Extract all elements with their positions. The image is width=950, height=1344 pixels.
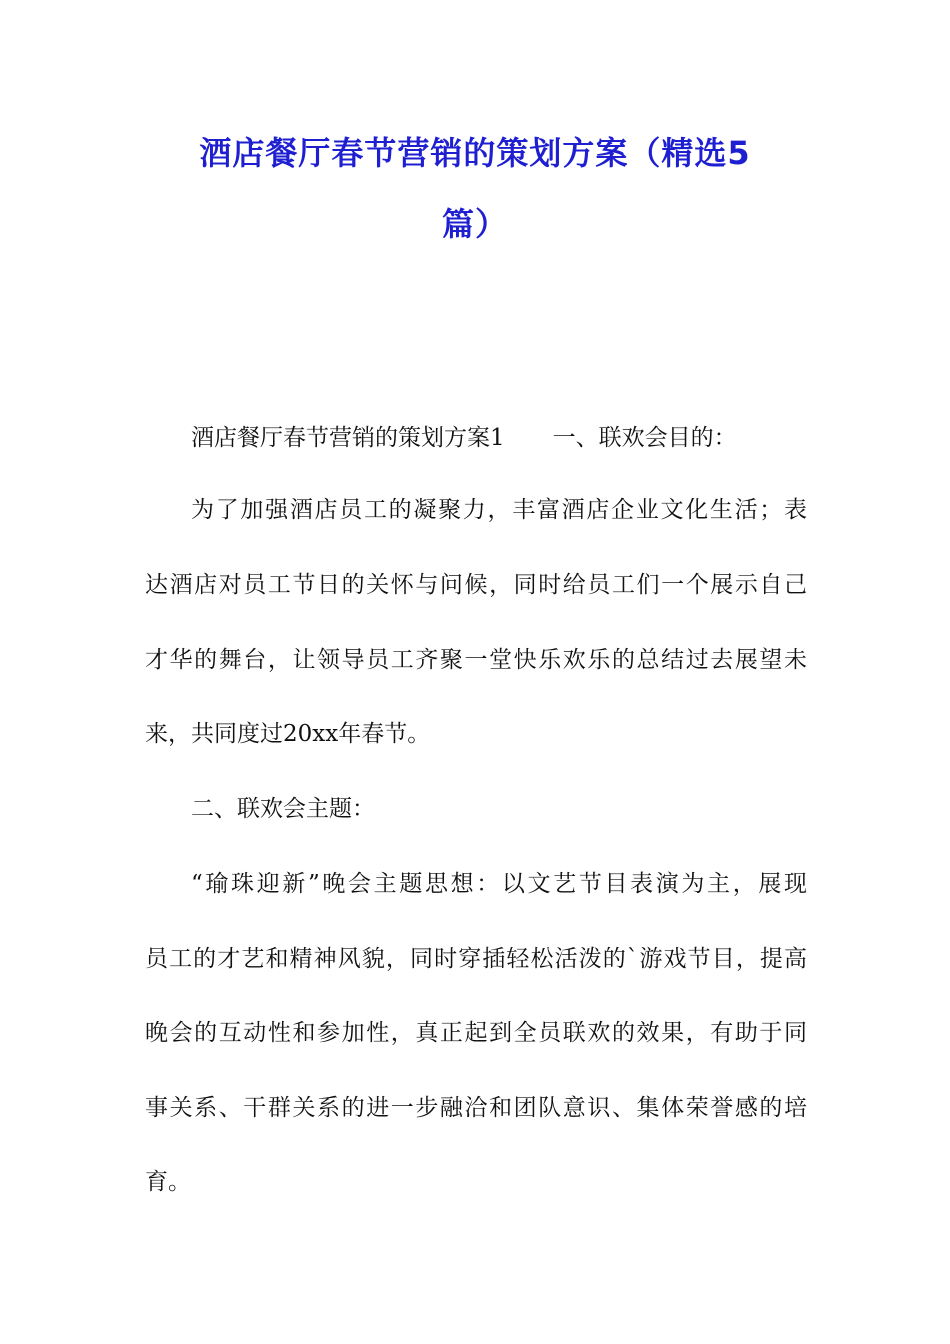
paragraph-2-line: 育。 [145, 1169, 191, 1195]
section-heading: 酒店餐厅春节营销的策划方案1 [191, 425, 505, 451]
paragraph-1-line: 来，共同度过20xx年春节。 [145, 721, 431, 747]
paragraph-2-line: 晚会的互动性和参加性，真正起到全员联欢的效果，有助于同 [145, 1020, 807, 1046]
document-title-line-2: 篇） [441, 205, 508, 243]
paragraph-2-line: 事关系、干群关系的进一步融洽和团队意识、集体荣誉感的培 [145, 1095, 807, 1121]
paragraph-1-line: 为了加强酒店员工的凝聚力，丰富酒店企业文化生活；表 [191, 497, 807, 523]
document-title-line-1: 酒店餐厅春节营销的策划方案（精选5 [199, 134, 751, 172]
paragraph-1-line: 达酒店对员工节日的关怀与问候，同时给员工们一个展示自己 [145, 572, 807, 598]
item-1-heading: 一、联欢会目的： [552, 425, 737, 451]
item-2-heading: 二、联欢会主题： [191, 796, 375, 822]
paragraph-1-line: 才华的舞台，让领导员工齐聚一堂快乐欢乐的总结过去展望未 [145, 647, 807, 673]
paragraph-2-line: 员工的才艺和精神风貌，同时穿插轻松活泼的`游戏节目，提高 [145, 946, 807, 972]
section-heading-row [191, 423, 737, 453]
paragraph-2-line: “瑜珠迎新”晚会主题思想：以文艺节目表演为主，展现 [191, 871, 807, 897]
